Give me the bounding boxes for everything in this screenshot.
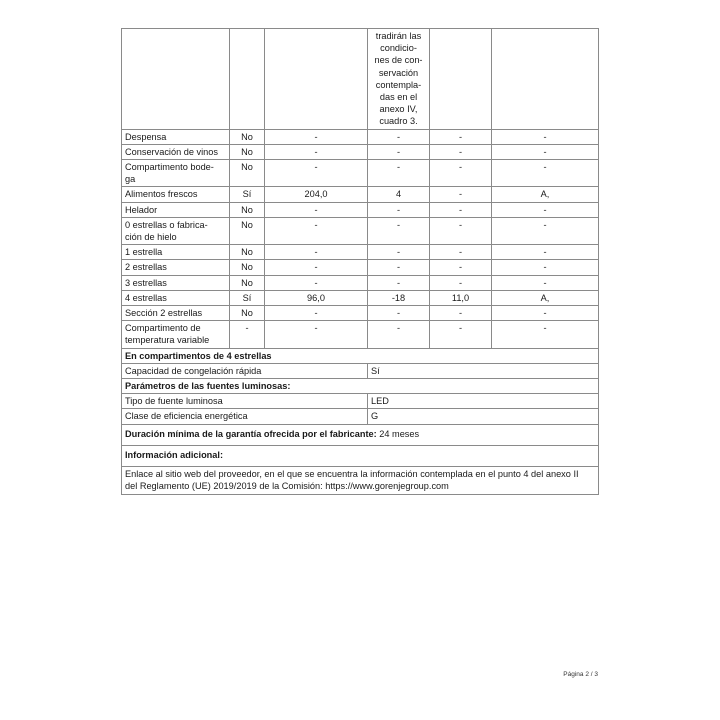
additional-info-line: del Reglamento (UE) 2019/2019 de la Comisión: xyxy=(125,481,323,492)
warranty-label: Duración mínima de la garantía ofrecida por el fabricante: xyxy=(125,428,377,439)
table-row xyxy=(122,409,599,424)
compartment-value: - xyxy=(430,217,492,244)
table-cell xyxy=(122,29,230,130)
compartment-present: No xyxy=(230,217,265,244)
warranty-cell xyxy=(122,424,599,445)
compartment-value: - xyxy=(430,160,492,187)
compartment-name-line: 0 estrellas o fabrica- xyxy=(125,219,208,230)
compartment-name-line: 4 estrellas xyxy=(125,292,167,303)
compartment-present: No xyxy=(230,202,265,217)
compartment-value: - xyxy=(492,260,599,275)
compartment-value: - xyxy=(492,129,599,144)
compartment-name xyxy=(122,245,230,260)
compartment-value: - xyxy=(430,144,492,159)
compartment-value: - xyxy=(368,260,430,275)
compartment-value: - xyxy=(430,129,492,144)
fast-freeze-value: Sí xyxy=(368,363,599,378)
compartment-value: - xyxy=(430,306,492,321)
compartment-name xyxy=(122,129,230,144)
compartment-value: A, xyxy=(492,187,599,202)
compartment-name-line: ción de hielo xyxy=(125,232,177,243)
page-number: Página 2 / 3 xyxy=(563,671,598,678)
compartment-row xyxy=(122,260,599,275)
compartment-name-line: 1 estrella xyxy=(125,247,163,258)
table-cell xyxy=(230,29,265,130)
note-line: contempla- xyxy=(375,79,422,90)
compartment-name-line: Compartimento bode- xyxy=(125,162,214,173)
compartment-value: - xyxy=(430,187,492,202)
compartment-name xyxy=(122,290,230,305)
compartment-present: No xyxy=(230,129,265,144)
compartment-row xyxy=(122,144,599,159)
section-row xyxy=(122,445,599,466)
compartment-name xyxy=(122,321,230,348)
efficiency-class-label: Clase de eficiencia energética xyxy=(122,409,368,424)
warranty-value: 24 meses xyxy=(379,428,420,439)
compartment-value: - xyxy=(430,260,492,275)
fast-freeze-label: Capacidad de congelación rápida xyxy=(122,363,368,378)
compartment-value: -18 xyxy=(368,290,430,305)
compartment-value: - xyxy=(492,160,599,187)
note-line: cuadro 3. xyxy=(379,116,418,127)
compartment-row xyxy=(122,160,599,187)
compartment-name xyxy=(122,187,230,202)
compartment-value: - xyxy=(492,306,599,321)
compartment-present: No xyxy=(230,260,265,275)
compartment-value: 4 xyxy=(368,187,430,202)
compartment-value: - xyxy=(265,144,368,159)
compartment-value: - xyxy=(492,217,599,244)
compartment-value: - xyxy=(368,144,430,159)
compartment-value: - xyxy=(368,202,430,217)
compartment-value: - xyxy=(368,217,430,244)
table-cell xyxy=(492,29,599,130)
compartment-present: No xyxy=(230,245,265,260)
compartment-name-line: 3 estrellas xyxy=(125,277,167,288)
table-row xyxy=(122,467,599,494)
compartment-name-line: Compartimento de xyxy=(125,323,201,334)
table-row xyxy=(122,29,599,130)
compartment-value: - xyxy=(265,275,368,290)
storage-conditions-note xyxy=(368,29,430,130)
compartment-name xyxy=(122,160,230,187)
four-star-heading: En compartimentos de 4 estrellas xyxy=(122,348,599,363)
compartment-name-line: Sección 2 estrellas xyxy=(125,308,203,319)
compartment-present: No xyxy=(230,306,265,321)
note-line: servación xyxy=(378,67,419,78)
note-line: das en el xyxy=(379,92,418,103)
compartment-value: - xyxy=(368,129,430,144)
table-row xyxy=(122,394,599,409)
compartment-present: No xyxy=(230,160,265,187)
compartment-value: - xyxy=(368,306,430,321)
compartment-present: - xyxy=(230,321,265,348)
compartment-value: - xyxy=(492,321,599,348)
light-type-label: Tipo de fuente luminosa xyxy=(122,394,368,409)
compartment-value: 96,0 xyxy=(265,290,368,305)
compartment-value: - xyxy=(430,275,492,290)
compartment-name xyxy=(122,275,230,290)
compartment-row xyxy=(122,129,599,144)
compartment-value: - xyxy=(430,245,492,260)
compartment-value: - xyxy=(265,129,368,144)
compartment-value: - xyxy=(265,217,368,244)
efficiency-class-value: G xyxy=(368,409,599,424)
compartment-row xyxy=(122,321,599,348)
light-source-heading: Parámetros de las fuentes luminosas: xyxy=(122,379,599,394)
compartment-name-line: ga xyxy=(125,174,136,185)
compartment-value: - xyxy=(265,202,368,217)
table-cell xyxy=(430,29,492,130)
section-row xyxy=(122,424,599,445)
compartment-value: - xyxy=(368,245,430,260)
compartment-row xyxy=(122,306,599,321)
compartment-value: - xyxy=(430,321,492,348)
compartment-value: 11,0 xyxy=(430,290,492,305)
table-cell xyxy=(265,29,368,130)
compartment-row xyxy=(122,217,599,244)
compartment-value: - xyxy=(492,275,599,290)
compartment-value: - xyxy=(265,160,368,187)
compartment-name xyxy=(122,217,230,244)
compartment-value: - xyxy=(265,321,368,348)
additional-info-text xyxy=(122,467,599,494)
compartment-value: - xyxy=(368,275,430,290)
compartment-value: 204,0 xyxy=(265,187,368,202)
compartment-name xyxy=(122,260,230,275)
compartment-row xyxy=(122,202,599,217)
compartment-value: - xyxy=(430,202,492,217)
compartment-name-line: Helador xyxy=(125,204,158,215)
note-line: nes de con- xyxy=(374,55,423,66)
section-row xyxy=(122,379,599,394)
compartment-value: - xyxy=(368,160,430,187)
note-line: tradirán las xyxy=(375,31,422,41)
compartment-name xyxy=(122,144,230,159)
energy-info-table xyxy=(121,28,599,495)
additional-info-line: Enlace al sitio web del proveedor, en el que se encuentra la información contemplada en el punto 4 del anexo II xyxy=(125,469,579,480)
compartment-value: A, xyxy=(492,290,599,305)
compartment-present: No xyxy=(230,144,265,159)
compartment-name-line: 2 estrellas xyxy=(125,262,167,273)
compartment-name xyxy=(122,306,230,321)
compartment-value: - xyxy=(492,144,599,159)
compartment-value: - xyxy=(492,245,599,260)
compartment-name-line: Despensa xyxy=(125,131,167,142)
compartment-value: - xyxy=(265,306,368,321)
compartment-name-line: temperatura variable xyxy=(125,335,210,346)
compartment-value: - xyxy=(368,321,430,348)
note-line: condicio- xyxy=(380,43,417,54)
supplier-url[interactable]: https://www.gorenjegroup.com xyxy=(325,481,449,492)
compartment-present: Sí xyxy=(230,290,265,305)
additional-info-heading: Información adicional: xyxy=(122,445,599,466)
compartment-name-line: Alimentos frescos xyxy=(125,189,198,200)
compartment-name-line: Conservación de vinos xyxy=(125,146,218,157)
compartment-row xyxy=(122,275,599,290)
table-row xyxy=(122,363,599,378)
compartment-row xyxy=(122,245,599,260)
light-type-value: LED xyxy=(368,394,599,409)
compartment-value: - xyxy=(492,202,599,217)
section-row xyxy=(122,348,599,363)
compartment-value: - xyxy=(265,245,368,260)
compartment-value: - xyxy=(265,260,368,275)
compartment-row xyxy=(122,187,599,202)
compartment-present: No xyxy=(230,275,265,290)
note-line: anexo IV, xyxy=(379,104,418,115)
compartment-row xyxy=(122,290,599,305)
compartment-present: Sí xyxy=(230,187,265,202)
compartment-name xyxy=(122,202,230,217)
